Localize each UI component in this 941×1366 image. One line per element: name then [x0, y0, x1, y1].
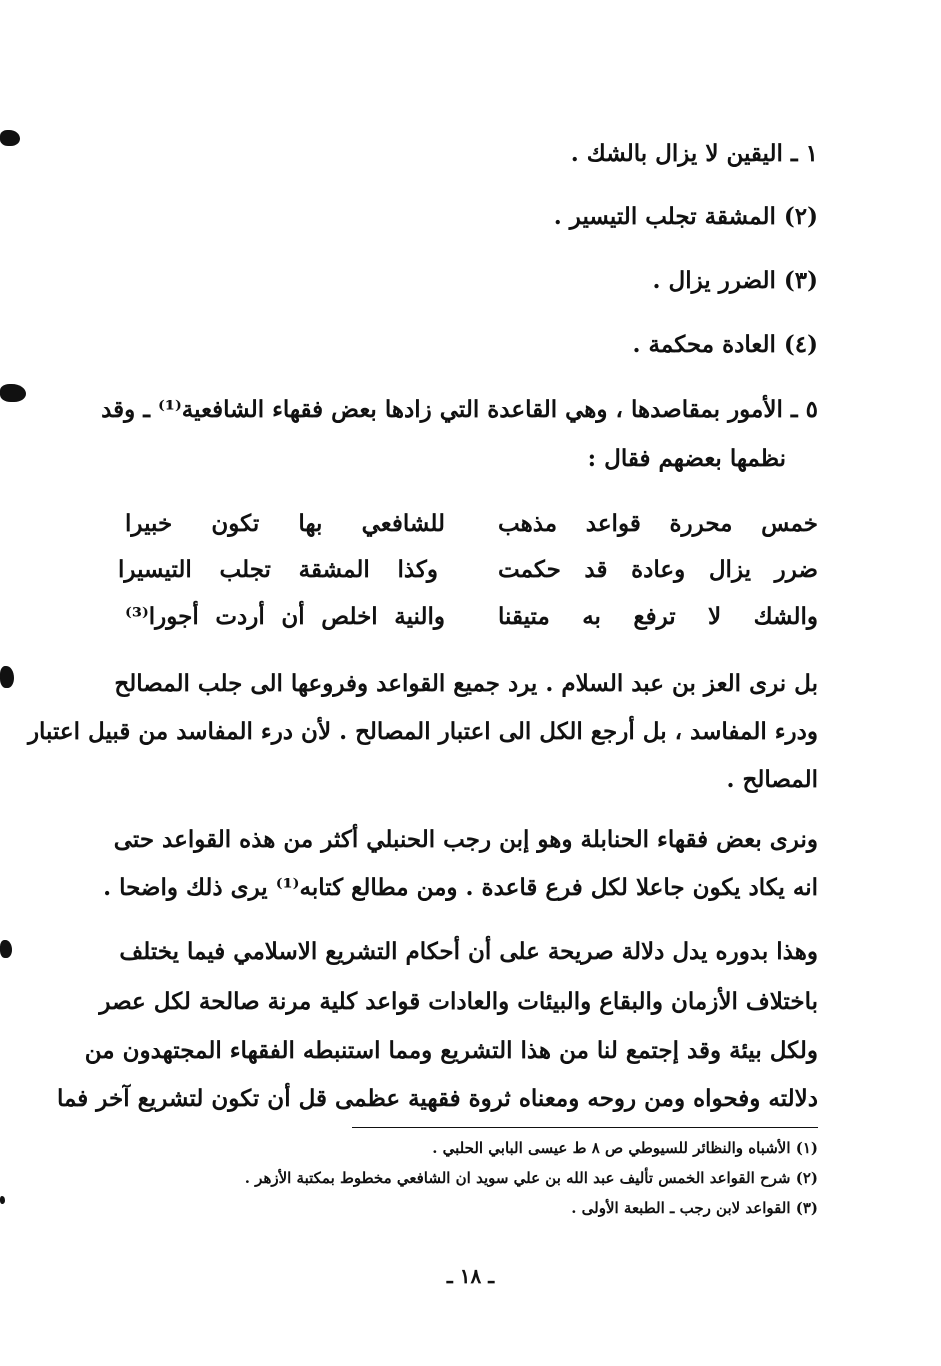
rule-2: (٢) المشقة تجلب التيسير . — [553, 203, 818, 230]
rule-1: ١ ـ اليقين لا يزال بالشك . — [570, 140, 818, 167]
izz-line-3: المصالح . — [726, 766, 818, 793]
verse-2-left: وكذا المشقة تجلب التيسيرا — [118, 556, 438, 583]
verse-3-left: والنية اخلص أن أردت أجورا⁽³⁾ — [125, 603, 445, 630]
izz-line-2: ودرء المفاسد ، بل أرجع الكل الى اعتبار المصالح . لأن درء المفاسد من قبيل اعتبار — [27, 718, 818, 745]
hanabila-line-1: ونرى بعض فقهاء الحنابلة وهو إبن رجب الحنبلي أكثر من هذه القواعد حتى — [113, 826, 818, 853]
verse-1-left: للشافعي بها تكون خبيرا — [125, 510, 445, 537]
sharia-line-1: وهذا بدوره يدل دلالة صريحة على أن أحكام التشريع الاسلامي فيما يختلف — [119, 938, 818, 965]
scan-smudge-5 — [0, 1196, 5, 1204]
scan-smudge-4 — [0, 940, 12, 958]
scan-smudge-2 — [0, 384, 26, 402]
izz-line-1: بل نرى العز بن عبد السلام . يرد جميع القواعد وفروعها الى جلب المصالح — [114, 670, 818, 697]
sharia-line-3: ولكل بيئة وقد إجتمع لنا من هذا التشريع ومما استنبطه الفقهاء المجتهدون من — [84, 1037, 818, 1064]
footnote-3: (٣) القواعد لابن رجب ـ الطبعة الأولى . — [571, 1199, 818, 1217]
footnote-separator — [352, 1127, 818, 1128]
page-number: ـ ١٨ ـ — [446, 1264, 495, 1288]
verse-1-right: خمس محررة قواعد مذهب — [498, 510, 818, 537]
verse-2-right: ضرر يزال وعادة قد حكمت — [498, 556, 818, 583]
rule-5-line-1: ٥ ـ الأمور بمقاصدها ، وهي القاعدة التي زادها بعض فقهاء الشافعية⁽¹⁾ ـ وقد — [101, 396, 818, 423]
rule-3: (٣) الضرر يزال . — [652, 267, 818, 294]
sharia-line-2: باختلاف الأزمان والبقاع والبيئات والعادات قواعد كلية مرنة صالحة لكل عصر — [99, 988, 818, 1015]
verse-3-right: والشك لا ترفع به متيقنا — [498, 603, 818, 630]
hanabila-line-2: انه يكاد يكون جاعلا لكل فرع قاعدة . ومن مطالع كتابه⁽¹⁾ يرى ذلك واضحا . — [103, 874, 818, 901]
rule-5-line-2: نظمها بعضهم فقال : — [587, 445, 786, 472]
rule-4: (٤) العادة محكمة . — [632, 331, 818, 358]
footnote-1: (١) الأشباه والنظائر للسيوطي ص ٨ ط عيسى البابي الحلبي . — [432, 1139, 818, 1157]
sharia-line-4: دلالته وفحواه ومن روحه ومعناه ثروة فقهية عظمى قل أن تكون لتشريع آخر فما — [57, 1085, 818, 1112]
scan-smudge-1 — [0, 130, 20, 146]
scan-smudge-3 — [0, 666, 14, 688]
footnote-2: (٢) شرح القواعد الخمس تأليف عبد الله بن علي سويد ان الشافعي مخطوط بمكتبة الأزهر . — [244, 1169, 818, 1187]
